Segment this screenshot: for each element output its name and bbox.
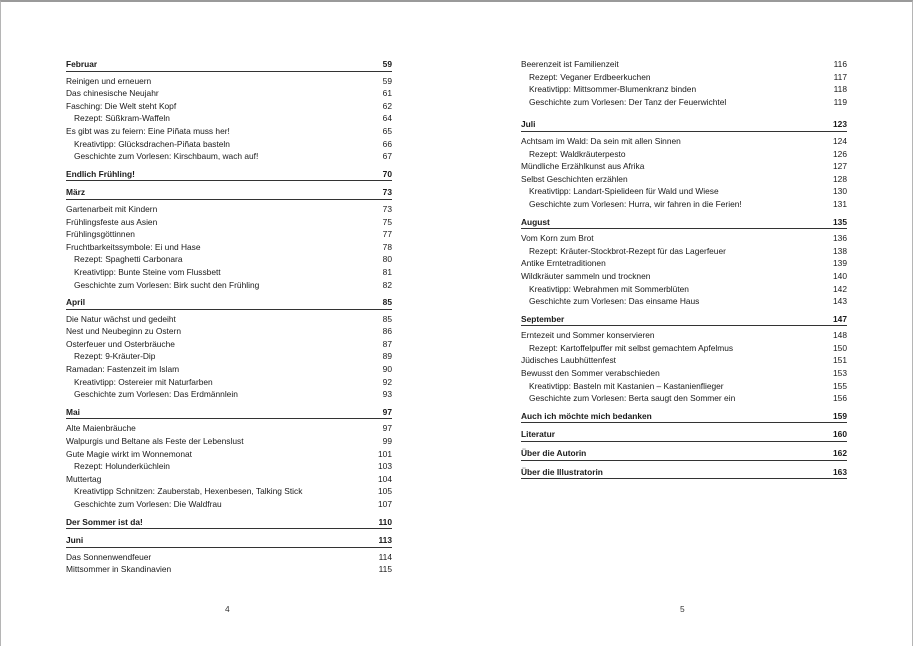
section-title: Mai xyxy=(66,406,80,417)
toc-entry xyxy=(521,160,847,173)
toc-entry xyxy=(521,232,847,245)
toc-entry-title: Rezept: Kräuter-Stockbrot-Rezept für das Lagerfeuer xyxy=(529,245,726,256)
toc-entry-title: Jüdisches Laubhüttenfest xyxy=(521,355,616,366)
toc-entry xyxy=(66,125,392,138)
toc-section-heading xyxy=(521,410,847,424)
toc-section-heading xyxy=(521,313,847,327)
toc-entry-page: 66 xyxy=(382,138,392,149)
toc-entry-title: Es gibt was zu feiern: Eine Piñata muss her! xyxy=(66,125,230,136)
toc-entry xyxy=(66,203,392,216)
section-page: 70 xyxy=(382,168,392,179)
toc-section-heading xyxy=(66,516,392,530)
toc-section-heading xyxy=(521,447,847,461)
toc-section-heading xyxy=(66,296,392,310)
toc-entry-page: 136 xyxy=(833,233,847,244)
toc-entry-title: Das Sonnenwendfeuer xyxy=(66,551,152,562)
toc-entry-title: Rezept: Süßkram-Waffeln xyxy=(74,113,170,124)
section-title: Juli xyxy=(521,119,536,130)
toc-entry-page: 118 xyxy=(833,84,847,95)
toc-entry xyxy=(66,551,392,564)
toc-entry xyxy=(521,367,847,380)
toc-subentry xyxy=(521,71,847,84)
toc-entry-title: Walpurgis und Beltane als Feste der Lebenslust xyxy=(66,436,244,447)
toc-entry-page: 138 xyxy=(833,245,847,256)
toc-entry-page: 151 xyxy=(833,355,847,366)
toc-subentry xyxy=(521,295,847,308)
toc-entry-page: 140 xyxy=(833,270,847,281)
toc-subentry xyxy=(66,460,392,473)
toc-entry xyxy=(66,100,392,113)
toc-entry xyxy=(66,435,392,448)
toc-entry-title: Kreativtipp: Landart-Spielideen für Wald und Wiese xyxy=(529,186,719,197)
section-page: 59 xyxy=(382,59,392,69)
toc-entry-page: 67 xyxy=(382,151,392,162)
toc-subentry xyxy=(521,185,847,198)
toc-entry-title: Geschichte zum Vorlesen: Birk sucht den Frühling xyxy=(74,279,260,290)
toc-entry-page: 117 xyxy=(833,71,847,82)
toc-entry-page: 59 xyxy=(382,75,392,86)
toc-entry xyxy=(521,354,847,367)
toc-entry-title: Vom Korn zum Brot xyxy=(521,233,594,244)
toc-subentry xyxy=(521,283,847,296)
toc-entry-title: Rezept: Holunderküchlein xyxy=(74,461,170,472)
toc-entry-title: Fruchtbarkeitssymbole: Ei und Hase xyxy=(66,241,201,252)
toc-entry-page: 82 xyxy=(382,279,392,290)
toc-entry xyxy=(66,422,392,435)
toc-entry-title: Mittsommer in Skandinavien xyxy=(66,564,172,575)
toc-subentry xyxy=(66,279,392,292)
section-page: 160 xyxy=(833,429,847,440)
toc-subentry xyxy=(66,498,392,511)
toc-entry xyxy=(521,173,847,186)
toc-entry xyxy=(521,329,847,342)
toc-entry-title: Alte Maienbräuche xyxy=(66,423,136,434)
toc-subentry xyxy=(66,376,392,389)
toc-entry-title: Bewusst den Sommer verabschieden xyxy=(521,368,660,379)
section-title: September xyxy=(521,313,565,324)
section-title: März xyxy=(66,187,86,198)
toc-entry-page: 150 xyxy=(833,342,847,353)
toc-entry-title: Die Natur wächst und gedeiht xyxy=(66,313,176,324)
toc-subentry xyxy=(66,485,392,498)
toc-entry-title: Mündliche Erzählkunst aus Afrika xyxy=(521,161,645,172)
toc-entry-page: 80 xyxy=(382,254,392,265)
toc-entry-title: Kreativtipp Schnitzen: Zauberstab, Hexenbesen, Talking Stick xyxy=(74,486,303,497)
toc-subentry xyxy=(521,392,847,405)
section-title: Februar xyxy=(66,59,98,69)
page-number-right: 5 xyxy=(680,604,685,614)
toc-entry-title: Kreativtipp: Bunte Steine vom Flussbett xyxy=(74,266,221,277)
toc-entry-title: Rezept: Waldkräuterpesto xyxy=(529,148,626,159)
toc-subentry xyxy=(521,96,847,109)
toc-subentry xyxy=(66,138,392,151)
toc-entry-title: Geschichte zum Vorlesen: Das einsame Haus xyxy=(529,296,700,307)
toc-entry xyxy=(66,228,392,241)
toc-section-heading xyxy=(521,118,847,132)
toc-subentry xyxy=(66,253,392,266)
toc-entry xyxy=(521,135,847,148)
toc-entry-page: 97 xyxy=(382,423,392,434)
toc-entry-page: 78 xyxy=(382,241,392,252)
toc-subentry xyxy=(66,388,392,401)
toc-entry-page: 114 xyxy=(378,551,392,562)
toc-subentry xyxy=(66,150,392,163)
toc-subentry xyxy=(521,380,847,393)
toc-entry-page: 64 xyxy=(382,113,392,124)
toc-entry-title: Geschichte zum Vorlesen: Der Tanz der Feuerwichtel xyxy=(529,96,727,107)
toc-subentry xyxy=(521,148,847,161)
toc-section-heading xyxy=(521,428,847,442)
section-title: Auch ich möchte mich bedanken xyxy=(521,410,652,421)
toc-subentry xyxy=(66,350,392,363)
section-title: Der Sommer ist da! xyxy=(66,516,143,527)
toc-entry-title: Kreativtipp: Ostereier mit Naturfarben xyxy=(74,376,213,387)
section-page: 162 xyxy=(833,448,847,459)
toc-entry-title: Ramadan: Fastenzeit im Islam xyxy=(66,364,180,375)
toc-section-heading xyxy=(66,58,392,72)
toc-entry-title: Geschichte zum Vorlesen: Hurra, wir fahren in die Ferien! xyxy=(529,198,742,209)
toc-entry-title: Frühlingsfeste aus Asien xyxy=(66,216,158,227)
toc-subentry xyxy=(521,342,847,355)
toc-subentry xyxy=(66,266,392,279)
toc-entry-page: 116 xyxy=(833,59,847,69)
toc-entry xyxy=(66,363,392,376)
toc-entry xyxy=(66,313,392,326)
toc-subentry xyxy=(521,245,847,258)
toc-entry-page: 77 xyxy=(382,229,392,240)
toc-entry-title: Rezept: Kartoffelpuffer mit selbst gemachtem Apfelmus xyxy=(529,342,734,353)
section-title: Endlich Frühling! xyxy=(66,168,135,179)
section-page: 85 xyxy=(382,297,392,308)
toc-entry xyxy=(66,325,392,338)
toc-entry-page: 104 xyxy=(378,473,392,484)
toc-entry-page: 62 xyxy=(382,100,392,111)
toc-entry-title: Antike Erntetraditionen xyxy=(521,258,606,269)
section-page: 97 xyxy=(382,406,392,417)
toc-entry xyxy=(521,270,847,283)
toc-entry-title: Kreativtipp: Mittsommer-Blumenkranz binden xyxy=(529,84,697,95)
toc-entry-page: 127 xyxy=(833,161,847,172)
toc-entry-page: 86 xyxy=(382,326,392,337)
toc-section-heading xyxy=(521,216,847,230)
toc-entry xyxy=(521,257,847,270)
section-page: 123 xyxy=(833,119,847,130)
toc-section-heading xyxy=(521,466,847,480)
toc-entry-page: 92 xyxy=(382,376,392,387)
toc-entry-title: Selbst Geschichten erzählen xyxy=(521,173,628,184)
page-number-left: 4 xyxy=(225,604,230,614)
toc-entry xyxy=(66,241,392,254)
section-page: 73 xyxy=(382,187,392,198)
section-title: Über die Autorin xyxy=(521,448,587,459)
toc-entry-title: Rezept: 9-Kräuter-Dip xyxy=(74,351,156,362)
toc-entry-page: 85 xyxy=(382,313,392,324)
toc-right-page xyxy=(521,58,847,482)
section-page: 113 xyxy=(378,535,392,546)
section-page: 147 xyxy=(833,313,847,324)
toc-entry-title: Fasching: Die Welt steht Kopf xyxy=(66,100,177,111)
section-page: 135 xyxy=(833,216,847,227)
toc-entry-page: 89 xyxy=(382,351,392,362)
toc-entry-page: 124 xyxy=(833,135,847,146)
toc-entry-page: 65 xyxy=(382,125,392,136)
toc-entry-page: 128 xyxy=(833,173,847,184)
section-title: August xyxy=(521,216,550,227)
toc-entry xyxy=(66,87,392,100)
toc-entry-title: Geschichte zum Vorlesen: Das Erdmännlein xyxy=(74,389,238,400)
toc-section-heading xyxy=(66,534,392,548)
toc-entry xyxy=(66,216,392,229)
toc-entry-page: 73 xyxy=(382,203,392,214)
toc-entry-page: 130 xyxy=(833,186,847,197)
toc-entry-title: Gute Magie wirkt im Wonnemonat xyxy=(66,448,192,459)
toc-entry-title: Rezept: Veganer Erdbeerkuchen xyxy=(529,71,651,82)
toc-entry-title: Kreativtipp: Glücksdrachen-Piñata basteln xyxy=(74,138,230,149)
toc-entry xyxy=(66,473,392,486)
toc-entry-title: Frühlingsgöttinnen xyxy=(66,229,135,240)
toc-entry-title: Muttertag xyxy=(66,473,102,484)
toc-entry-page: 103 xyxy=(378,461,392,472)
toc-entry-page: 61 xyxy=(382,88,392,99)
toc-entry xyxy=(66,563,392,576)
toc-entry-title: Gartenarbeit mit Kindern xyxy=(66,203,158,214)
toc-entry-title: Wildkräuter sammeln und trocknen xyxy=(521,270,651,281)
toc-entry-title: Geschichte zum Vorlesen: Berta saugt den Sommer ein xyxy=(529,393,736,404)
section-page: 159 xyxy=(833,410,847,421)
toc-entry-title: Geschichte zum Vorlesen: Kirschbaum, wach auf! xyxy=(74,151,259,162)
toc-entry-title: Erntezeit und Sommer konservieren xyxy=(521,330,655,341)
toc-entry xyxy=(66,338,392,351)
toc-entry-page: 131 xyxy=(833,198,847,209)
toc-entry xyxy=(66,448,392,461)
toc-entry-page: 156 xyxy=(833,393,847,404)
toc-entry xyxy=(521,58,847,71)
toc-entry-title: Beerenzeit ist Familienzeit xyxy=(521,59,619,69)
toc-section-heading xyxy=(66,168,392,182)
toc-entry-page: 115 xyxy=(378,564,392,575)
toc-entry-page: 101 xyxy=(378,448,392,459)
toc-entry-page: 81 xyxy=(382,266,392,277)
section-title: Über die Illustratorin xyxy=(521,466,603,477)
toc-entry-page: 107 xyxy=(378,499,392,509)
toc-entry-page: 105 xyxy=(378,486,392,497)
toc-subentry xyxy=(521,83,847,96)
toc-entry-title: Achtsam im Wald: Da sein mit allen Sinnen xyxy=(521,135,681,146)
toc-entry-page: 153 xyxy=(833,368,847,379)
toc-entry-page: 142 xyxy=(833,283,847,294)
section-title: April xyxy=(66,297,86,308)
toc-entry-page: 93 xyxy=(382,389,392,400)
toc-entry-title: Geschichte zum Vorlesen: Die Waldfrau xyxy=(74,499,222,509)
toc-entry-title: Rezept: Spaghetti Carbonara xyxy=(74,254,183,265)
section-title: Juni xyxy=(66,535,84,546)
toc-entry-title: Das chinesische Neujahr xyxy=(66,88,159,99)
toc-entry-page: 155 xyxy=(833,380,847,391)
section-page: 163 xyxy=(833,466,847,477)
toc-entry-page: 75 xyxy=(382,216,392,227)
toc-entry-page: 87 xyxy=(382,338,392,349)
toc-subentry xyxy=(66,112,392,125)
toc-subentry xyxy=(521,198,847,211)
section-title: Literatur xyxy=(521,429,555,440)
toc-entry-page: 99 xyxy=(382,436,392,447)
section-page: 110 xyxy=(378,516,392,527)
toc-entry-page: 139 xyxy=(833,258,847,269)
toc-entry-page: 148 xyxy=(833,330,847,341)
toc-entry-page: 90 xyxy=(382,364,392,375)
toc-section-heading xyxy=(66,406,392,420)
toc-entry-page: 143 xyxy=(833,296,847,307)
toc-entry-page: 126 xyxy=(833,148,847,159)
toc-entry-title: Kreativtipp: Webrahmen mit Sommerblüten xyxy=(529,283,689,294)
toc-entry-title: Osterfeuer und Osterbräuche xyxy=(66,338,175,349)
toc-section-heading xyxy=(66,186,392,200)
toc-entry-title: Kreativtipp: Basteln mit Kastanien – Kastanienflieger xyxy=(529,380,724,391)
toc-entry-title: Nest und Neubeginn zu Ostern xyxy=(66,326,181,337)
toc-entry-title: Reinigen und erneuern xyxy=(66,75,152,86)
toc-entry-page: 119 xyxy=(833,96,847,107)
toc-entry xyxy=(66,75,392,88)
toc-left-page xyxy=(66,58,392,576)
